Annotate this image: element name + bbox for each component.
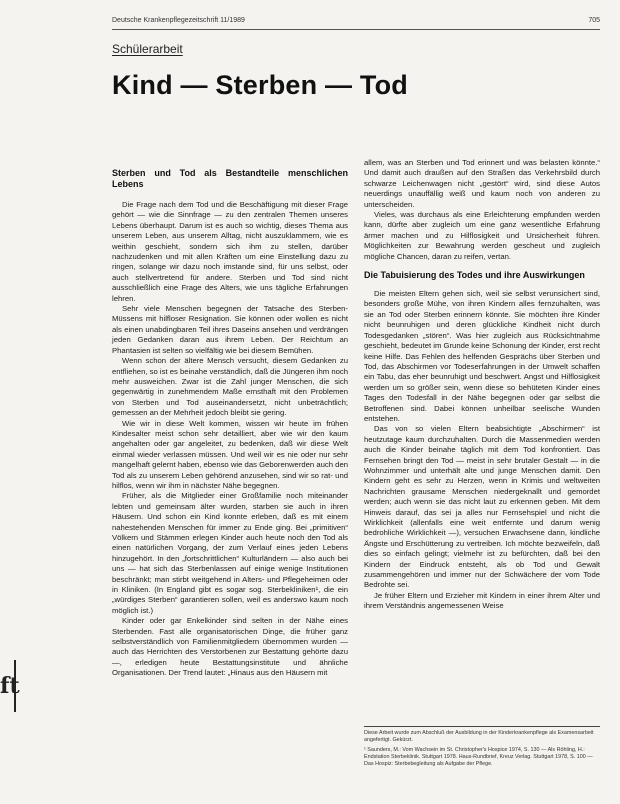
- left-column: [112, 168, 348, 679]
- footnote: Diese Arbeit wurde zum Abschluß der Ausbildung in der Kinderkrankenpflege als Examensarbeit angefertigt. Gekürzt.: [364, 730, 594, 743]
- right-paragraph: Das von so vielen Eltern beabsichtigte „Abschirmen“ ist heutzutage kaum durchzuhalten. Durch die Massenmedien werden auch die Kinder beinahe täglich mit dem Tod konfrontiert. Das Fernsehen bringt den Tod — meist in sehr brutaler Gestalt — in die Wohnzimmer und unterhält alte und junge Menschen damit. Den Kindern geht es sehr zu Herzen, wenn in Krimis und weltweiten Nachrichten grausame Menschen niedergeknallt und gemordet werden; auch wenn sie das nicht laut zu erkennen geben. Mit dem Hinweis darauf, das sei ja alles nur Fernsehspiel und nicht die Wirklichkeit (allenfalls eine weit entfernte und darum wenig bedrohliche Wirklichkeit —), versuchen Erwachsene dann, kindliche Ängste und Erschütterung zu vertreiben. Ich möchte bezweifeln, daß dies so einfach gelingt; vielmehr ist zu befürchten, daß bei den Kindern der Eindruck entsteht, als ob Tod und Gewalt zusammengehören und immer nur der Schwächere der vom Tode Bedrohte sei.: [364, 424, 600, 590]
- right-intro-paragraph: allem, was an Sterben und Tod erinnert und was belasten könnte.“ Und damit auch draußen auf den Straßen das Verkehrsbild durch schwarze Leichenwagen nicht „gestört“ wird, sind diese Autos neuerdings unauffällig weiß und kaum noch von anderen zu unterscheiden.: [364, 158, 600, 209]
- header-rule: [112, 29, 600, 30]
- left-paragraph: Kinder oder gar Enkelkinder sind selten in der Nähe eines Sterbenden. Fast alle organisatorischen Dinge, die früher ganz selbstverständlich von Familienmitgliedern übernommen wurden — auch das Herrichten des Verstorbenen zur Bestattung gehörte dazu —, erledigen heute Bestattungsinstitute und ähnliche Organisationen. Der Trend lautet: „Hinaus aus den Häusern mit: [112, 616, 348, 678]
- left-column-heading: Sterben und Tod als Bestandteile menschlichen Lebens: [112, 168, 348, 189]
- left-paragraph: Sehr viele Menschen begegnen der Tatsache des Sterben-Müssens mit hilfloser Resignation. Sie können oder wollen es nicht als einen unabdingbaren Teil ihres Daseins ansehen und verdrängen jeden Gedanken daran aus ihrem Leben. Der Reichtum an Phantasien ist selten so vielfältig wie bei diesem Bemühen.: [112, 304, 348, 355]
- right-paragraph: Je früher Eltern und Erzieher mit Kindern in einer ihrem Alter und ihrem Verständnis angemessenen Weise: [364, 590, 600, 611]
- left-paragraph: Die Frage nach dem Tod und die Beschäftigung mit dieser Frage gehört — wie die Sinnfrage — zu den zentralen Themen unseres Lebens überhaupt. Darum ist es auch so wichtig, dieses Thema aus unserem Leben, aus unserem Alltag, nicht auszuklammern, wie es weithin geschieht, sondern sich ihm zu stellen, darüber nachzudenken und mit allen Kräften um eine Einstellung dazu zu ringen, solange wir dazu noch imstande sind, für uns selbst, oder auch stellvertretend für andere. Sterben und Tod sind nicht ausschließlich eine Frage des Alters, wie uns tägliche Erfahrungen lehren.: [112, 200, 348, 303]
- right-column-heading: Die Tabuisierung des Todes und ihre Auswirkungen: [364, 270, 585, 281]
- footnotes: [364, 726, 600, 771]
- section-label: Schülerarbeit: [112, 42, 183, 56]
- article-title: Kind — Sterben — Tod: [112, 70, 408, 100]
- journal-name: Deutsche Krankenpflegezeitschrift 11/1989: [112, 17, 245, 24]
- left-paragraph: Wenn schon der ältere Mensch versucht, diesem Gedanken zu entfliehen, so ist es beinahe verständlich, daß die Jüngeren ihm noch mehr ausweichen. Zwar ist die Zahl junger Menschen, die sich gegenwärtig in zunehmendem Maße ernsthaft mit den Problemen von Sterben und Tod auseinandersetzt, nicht unbeträchtlich; gemessen an der Mehrheit jedoch bleibt sie gering.: [112, 356, 348, 418]
- right-intro-paragraph: Vieles, was durchaus als eine Erleichterung empfunden werden kann, dürfte aber zugleich um eine ganz wesentliche Erfahrung ärmer machen und zu Hilflosigkeit und Unsicherheit führen. Möglichkeiten zur Bewahrung werden gescheut und zugleich mögliche Chancen, daran zu reifen, vertan.: [364, 210, 600, 261]
- running-head: [112, 17, 600, 24]
- left-paragraph: Wie wir in diese Welt kommen, wissen wir heute im frühen Kindesalter meist schon sehr detailliert, aber wie wir den kaum angehalten oder gar angeleitet, zu bedenken, daß wir diese Welt einmal wieder verlassen müssen. Und weil wir es nie oder nur sehr mangelhaft gelernt haben, ebenso wie das Geborenwerden auch den Tod als zu unserem Leben gehörend anzusehen, sind wir so rat- und hilflos, wenn wir ihm in nächster Nähe begegnen.: [112, 418, 348, 490]
- margin-fragment: ft: [0, 660, 16, 712]
- left-paragraph: Früher, als die Mitglieder einer Großfamilie noch miteinander lebten und gemeinsam älter wurden, starben sie auch in ihren Häusern. Und schon ein Kind konnte erleben, daß es mit einem nahestehenden Menschen für immer zu Ende ging. Bei „primitiven“ Völkern und Stämmen erlegen Kinder auch heute noch den Tod als einen natürlichen Vorgang, der zum Verlauf eines jeden Lebens hinzugehört. In den „fortschrittlichen“ Kulturländern — also auch bei uns — hat sich das Sterbenlassen auf einige wenige Institutionen beschränkt; man stirbt weitgehend in Alters- und Pflegeheimen oder in Kliniken. (In England gibt es sogar sog. Sterbekliniken¹, die ein „würdiges Sterben“ garantieren sollen, weil es anderswo kaum noch möglich ist.): [112, 491, 348, 615]
- right-paragraph: Die meisten Eltern gehen sich, weil sie selbst verunsichert sind, besonders große Mühe, von ihren Kindern alles fernzuhalten, was sie an Tod oder Sterben erinnern könnte. Sie möchten ihre Kinder nicht beunruhigen und deren glückliche Kindheit nicht durch Todesgedanken „stören“. Was hier zugleich aus Rücksichtnahme geschieht, bedeutet im Grunde keine Schonung der Kinder, erst recht keine Hilfe. Das Fehlen des helfenden Gesprächs über Sterben und Tod, das Abschirmen vor Todeserfahrungen in der Umwelt schaffen ein Tabu, das eher beunruhigt und beschwert. Angst und Hilflosigkeit werden um so größer sein, wenn diese so behüteten Kinder eines Tages den Todesfall in der Nähe begegnen oder gar selbst die Betroffenen sind. Dabei können unheilbar seelische Wunden entstehen.: [364, 289, 600, 423]
- page-number: 705: [588, 17, 600, 24]
- right-column: [364, 158, 600, 612]
- footnote: ¹ Saunders, M.: Vom Wachsein im St. Christopher's Hospice 1974, S. 130 — Als Röhling, H.: Endstation Sterbeklinik. Stuttgart 1978. Haus-Rundbrief, Kreuz Verlag. Stuttgart 1978, S. 100 — Das Hospiz: Sterbebegleitung als Aufgabe der Pflege.: [364, 747, 593, 767]
